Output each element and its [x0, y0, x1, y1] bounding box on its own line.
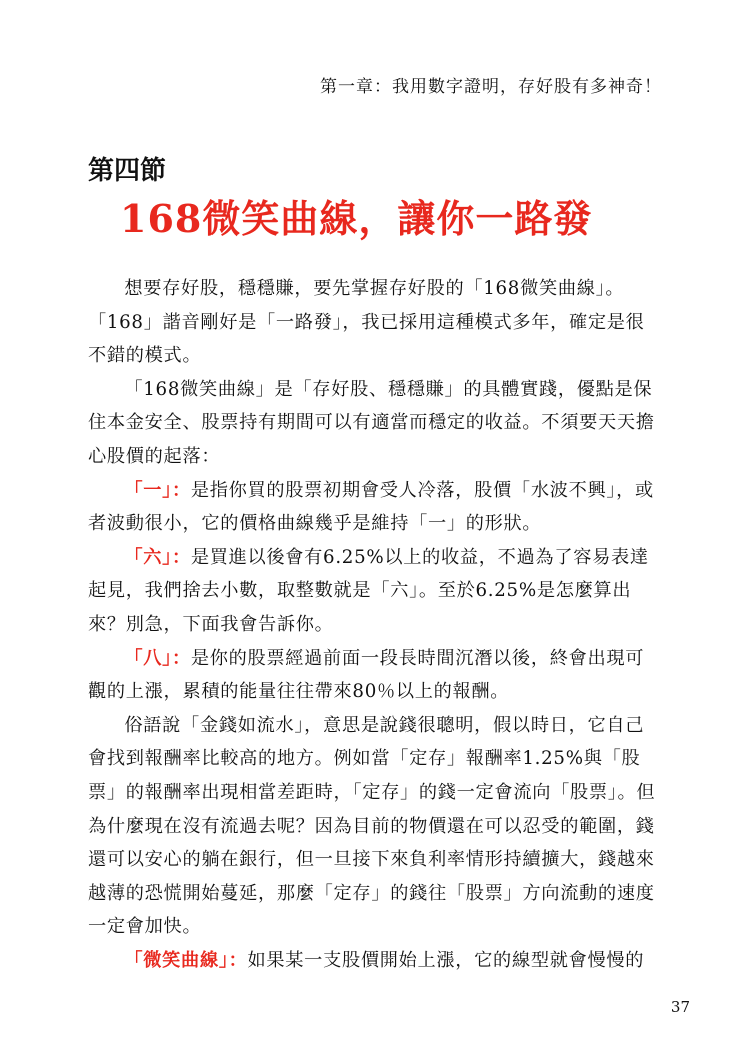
body-text: [88, 272, 660, 977]
paragraph: [88, 944, 660, 978]
paragraph: [88, 373, 660, 474]
keyword-label: 「八」：: [124, 647, 191, 669]
paragraph: [88, 272, 660, 373]
page-number: 37: [670, 998, 690, 1016]
paragraph-text: 想要存好股，穩穩賺，要先掌握存好股的「168微笑曲線」。「168」諧音剛好是「一路發」，我已採用這種模式多年，確定是很不錯的模式。: [88, 278, 645, 367]
section-label: 第四節: [88, 156, 167, 186]
paragraph-text: 俗語說「金錢如流水」，意思是說錢很聰明，假以時日，它自己會找到報酬率比較高的地方。例如當「定存」報酬率1.25%與「股票」的報酬率出現相當差距時，「定存」的錢一定會流向「股票」。但為什麼現在沒有流過去呢？因為目前的物價還在可以忍受的範圍，錢還可以安心的躺在銀行，但一旦接下來負利率情形持續擴大，錢越來越薄的恐慌開始蔓延，那麼「定存」的錢往「股票」方向流動的速度一定會加快。: [88, 714, 656, 938]
running-header: 第一章：我用數字證明，存好股有多神奇！: [320, 77, 662, 97]
keyword-label: 「微笑曲線」：: [124, 949, 248, 971]
chapter-title: 168微笑曲線，讓你一路發: [120, 196, 593, 241]
paragraph: [88, 642, 660, 709]
paragraph-text: 是指你買的股票初期會受人冷落，股價「水波不興」，或者波動很小，它的價格曲線幾乎是維持「一」的形狀。: [88, 479, 654, 535]
paragraph-text: 「168微笑曲線」是「存好股、穩穩賺」的具體實踐，優點是保住本金安全、股票持有期間可以有適當而穩定的收益。不須要天天擔心股價的起落：: [88, 378, 655, 467]
paragraph: [88, 541, 660, 642]
paragraph-text: 如果某一支股價開始上漲，它的線型就會慢慢的: [247, 949, 645, 971]
paragraph-text: 是買進以後會有6.25%以上的收益，不過為了容易表達起見，我們捨去小數，取整數就是「六」。至於6.25%是怎麼算出來？別急，下面我會告訴你。: [88, 546, 649, 635]
keyword-label: 「一」：: [124, 479, 191, 501]
paragraph-text: 是你的股票經過前面一段長時間沉潛以後，終會出現可觀的上漲，累積的能量往往帶來80％以上的報酬。: [88, 647, 645, 703]
keyword-label: 「六」：: [124, 546, 191, 568]
paragraph: [88, 709, 660, 944]
paragraph: [88, 474, 660, 541]
